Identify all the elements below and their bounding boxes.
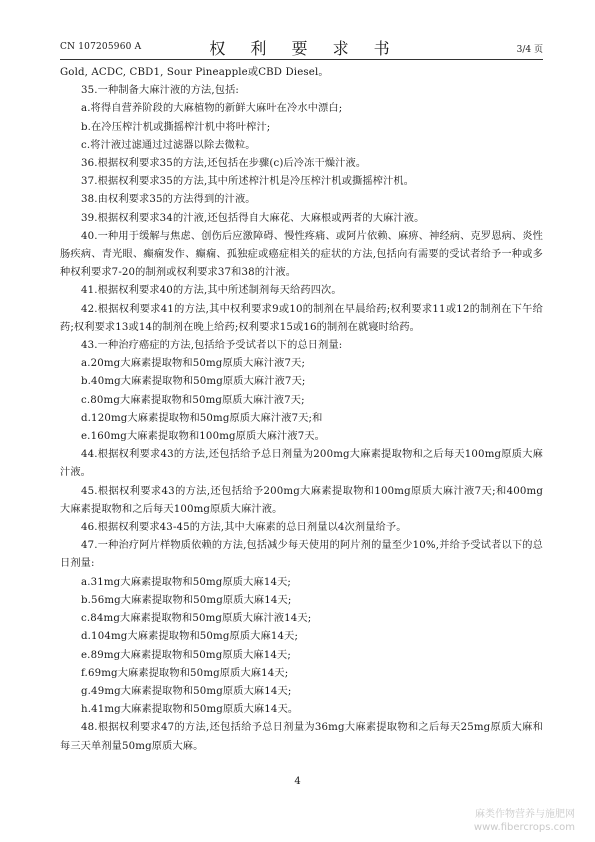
claim-paragraph: 46.根据权利要求43-45的方法,其中大麻素的总日剂量以4次剂量给予。	[81, 522, 407, 534]
claim-subitem: h.41mg大麻素提取物和50mg原质大麻14天。	[81, 704, 299, 716]
claim-subitem: a.20mg大麻素提取物和50mg原质大麻汁液7天;	[81, 358, 306, 370]
claim-subitem: a.将得自营养阶段的大麻植物的新鲜大麻叶在冷水中漂白;	[81, 103, 343, 115]
watermark	[474, 808, 575, 834]
watermark-site-name: 麻类作物营养与施肥网	[475, 809, 575, 820]
claim-subitem: d.104mg大麻素提取物和50mg原质大麻14天;	[81, 631, 299, 643]
continued-text: Gold, ACDC, CBD1, Sour Pineapple或CBD Diesel。	[60, 67, 329, 78]
claim-paragraph: 43.一种治疗癌症的方法,包括给予受试者以下的总日剂量:	[81, 340, 343, 352]
claim-paragraph: 44.根据权利要求43的方法,还包括给予总日剂量为200mg大麻素提取物和之后每天100mg原质大麻汁液。	[60, 449, 543, 479]
claim-paragraph: 47.一种治疗阿片样物质依赖的方法,包括减少每天使用的阿片剂的量至少10%,并给予受试者以下的总日剂量:	[60, 540, 543, 570]
claim-subitem: f.69mg大麻素提取物和50mg原质大麻14天;	[81, 667, 289, 679]
claim-subitem: c.84mg大麻素提取物和50mg原质大麻汁液14天;	[81, 613, 312, 625]
claim-paragraph: 41.根据权利要求40的方法,其中所述制剂每天给药四次。	[81, 285, 342, 297]
claim-paragraph: 42.根据权利要求41的方法,其中权利要求9或10的制剂在早晨给药;权利要求11或12的制剂在下午给药;权利要求13或14的制剂在晚上给药;权利要求15或16的制剂在就寝时给药。	[60, 303, 543, 333]
patent-number: CN 107205960 A	[60, 42, 142, 52]
page-number: 4	[294, 776, 301, 787]
page-indicator: 3/4 页	[516, 45, 543, 55]
claim-subitem: b.56mg大麻素提取物和50mg原质大麻14天;	[81, 594, 292, 606]
header-rule	[60, 59, 543, 60]
page-header	[60, 36, 543, 58]
claim-paragraph: 35.一种制备大麻汁液的方法,包括:	[81, 85, 240, 97]
claim-subitem: e.89mg大麻素提取物和50mg原质大麻14天;	[81, 649, 291, 661]
claim-paragraph: 45.根据权利要求43的方法,还包括给予200mg大麻素提取物和100mg原质大麻汁液7天;和400mg大麻素提取物和之后每天100mg原质大麻汁液。	[60, 485, 543, 515]
claim-subitem: d.120mg大麻素提取物和50mg原质大麻汁液7天;和	[81, 412, 323, 424]
claim-paragraph: 36.根据权利要求35的方法,还包括在步骤(c)后冷冻干燥汁液。	[81, 158, 367, 170]
claim-subitem: b.40mg大麻素提取物和50mg原质大麻汁液7天;	[81, 376, 306, 388]
document-title: 权 利 要 求 书	[209, 39, 400, 58]
claim-paragraph: 40.一种用于缓解与焦虑、创伤后应激障碍、慢性疼痛、或阿片依赖、麻痹、神经病、克罗恩病、炎性肠疾病、青光眼、癫痫发作、癫痫、孤独症或癌症相关的症状的方法,包括向有需要的受试者给予一种或多种权利要求7-20的制剂或权利要求37和38的汁液。	[60, 230, 543, 279]
claim-subitem: c.80mg大麻素提取物和50mg原质大麻汁液7天;	[81, 394, 305, 406]
claim-subitem: e.160mg大麻素提取物和100mg原质大麻汁液7天。	[81, 431, 326, 443]
claim-paragraph: 48.根据权利要求47的方法,还包括给予总日剂量为36mg大麻素提取物和之后每天25mg原质大麻和每三天单剂量50mg原质大麻。	[60, 722, 543, 752]
claims-body	[60, 64, 543, 756]
claim-subitem: b.在冷压榨汁机或撕摇榨汁机中将叶榨汁;	[81, 121, 271, 133]
claim-subitem: a.31mg大麻素提取物和50mg原质大麻14天;	[81, 576, 291, 588]
claim-paragraph: 38.由权利要求35的方法得到的汁液。	[81, 194, 256, 206]
claim-subitem: c.将汁液过滤通过过滤器以除去微粒。	[81, 139, 256, 151]
claim-subitem: g.49mg大麻素提取物和50mg原质大麻14天;	[81, 685, 292, 697]
claim-paragraph: 37.根据权利要求35的方法,其中所述榨汁机是冷压榨汁机或撕摇榨汁机。	[81, 176, 415, 188]
watermark-url: www.fibercrops.com	[473, 822, 575, 833]
claim-paragraph: 39.根据权利要求34的汁液,还包括得自大麻花、大麻根或两者的大麻汁液。	[81, 212, 425, 224]
